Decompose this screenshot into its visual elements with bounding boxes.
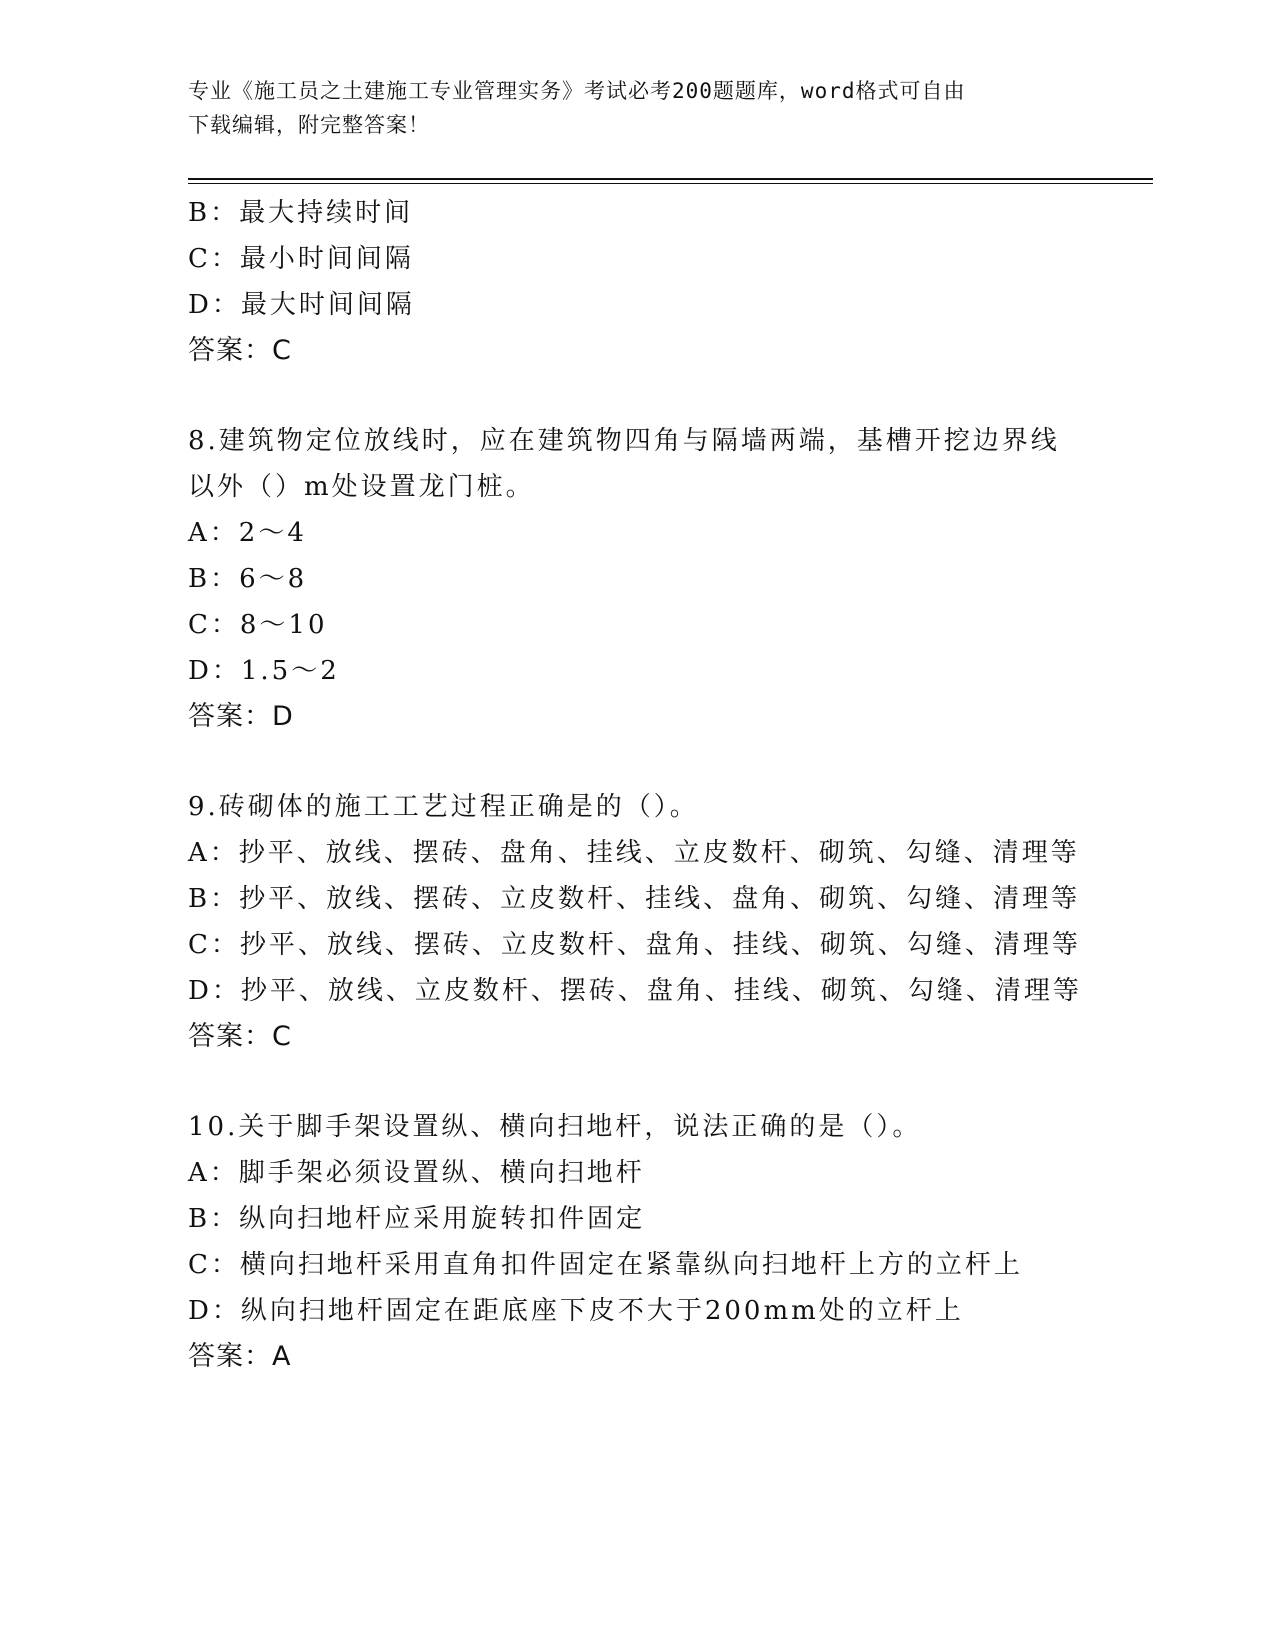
header-line-1: 专业《施工员之土建施工专业管理实务》考试必考200题题库，word格式可自由 bbox=[188, 79, 966, 103]
option-c: C：8～10 bbox=[188, 610, 328, 640]
option-a: A：抄平、放线、摆砖、盘角、挂线、立皮数杆、砌筑、勾缝、清理等 bbox=[188, 838, 1080, 868]
option-d: D：纵向扫地杆固定在距底座下皮不大于200mm处的立杆上 bbox=[188, 1296, 964, 1326]
option-d: D：1.5～2 bbox=[188, 656, 340, 686]
answer-line: 答案：C bbox=[188, 335, 292, 366]
option-b: B：抄平、放线、摆砖、立皮数杆、挂线、盘角、砌筑、勾缝、清理等 bbox=[188, 884, 1081, 914]
question-8 bbox=[188, 418, 1148, 740]
option-c: C：抄平、放线、摆砖、立皮数杆、盘角、挂线、砌筑、勾缝、清理等 bbox=[188, 930, 1081, 960]
option-b: B：最大持续时间 bbox=[188, 198, 414, 228]
header-divider-thick bbox=[188, 178, 1153, 180]
option-b: B：6～8 bbox=[188, 564, 308, 594]
question-9 bbox=[188, 784, 1148, 1060]
question-stem: 8.建筑物定位放线时，应在建筑物四角与隔墙两端，基槽开挖边界线 bbox=[188, 426, 1060, 456]
answer-line: 答案：D bbox=[188, 701, 294, 732]
question-10 bbox=[188, 1104, 1148, 1380]
option-a: A：脚手架必须设置纵、横向扫地杆 bbox=[188, 1158, 645, 1188]
header-divider-thin bbox=[188, 183, 1153, 184]
document-header bbox=[188, 74, 1068, 142]
option-d: D：最大时间间隔 bbox=[188, 290, 415, 320]
option-b: B：纵向扫地杆应采用旋转扣件固定 bbox=[188, 1204, 646, 1234]
option-d: D：抄平、放线、立皮数杆、摆砖、盘角、挂线、砌筑、勾缝、清理等 bbox=[188, 976, 1082, 1006]
question-list bbox=[188, 190, 1148, 1380]
option-c: C：最小时间间隔 bbox=[188, 244, 414, 274]
question-spacer bbox=[188, 1060, 1148, 1104]
answer-line: 答案：A bbox=[188, 1341, 292, 1372]
header-line-2: 下载编辑，附完整答案！ bbox=[188, 113, 430, 137]
question-stem-continued: 以外（）m处设置龙门桩。 bbox=[188, 472, 535, 502]
question-7-continued bbox=[188, 190, 1148, 374]
question-spacer bbox=[188, 740, 1148, 784]
option-a: A：2～4 bbox=[188, 518, 307, 548]
question-spacer bbox=[188, 374, 1148, 418]
option-c: C：横向扫地杆采用直角扣件固定在紧靠纵向扫地杆上方的立杆上 bbox=[188, 1250, 1023, 1280]
question-stem: 9.砖砌体的施工工艺过程正确是的（）。 bbox=[188, 792, 699, 822]
question-stem: 10.关于脚手架设置纵、横向扫地杆，说法正确的是（）。 bbox=[188, 1112, 922, 1142]
answer-line: 答案：C bbox=[188, 1021, 292, 1052]
